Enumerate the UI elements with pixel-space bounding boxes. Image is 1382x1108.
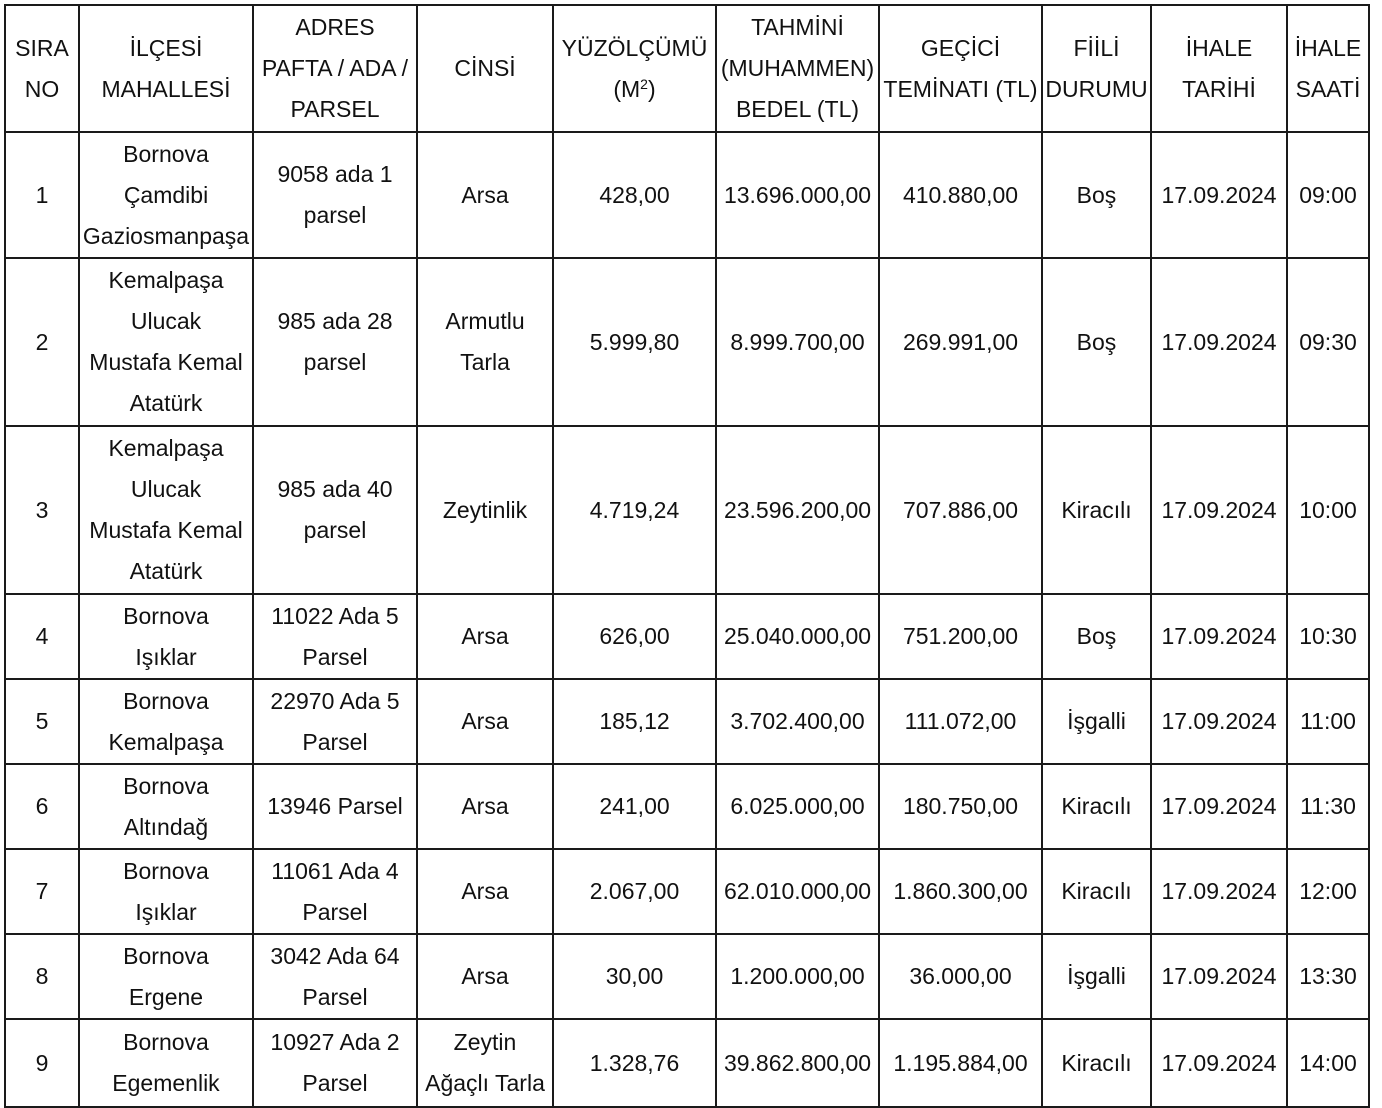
cell-cins: Zeytinlik (417, 426, 553, 594)
cell-durum: Boş (1042, 132, 1151, 258)
cell-no: 1 (5, 132, 79, 258)
cell-ilce: Bornova Işıklar (79, 594, 253, 679)
table-row (5, 426, 1369, 594)
cell-tarih: 17.09.2024 (1151, 426, 1287, 594)
header-yuzolcumu (553, 5, 716, 132)
cell-yuzolcum: 4.719,24 (553, 426, 716, 594)
cell-durum: Kiracılı (1042, 764, 1151, 849)
cell-saat: 09:30 (1287, 258, 1369, 426)
cell-saat: 12:00 (1287, 849, 1369, 934)
cell-adres: 985 ada 28 parsel (253, 258, 417, 426)
cell-adres: 11022 Ada 5 Parsel (253, 594, 417, 679)
cell-cins: Armutlu Tarla (417, 258, 553, 426)
table-row (5, 258, 1369, 426)
cell-cins: Arsa (417, 679, 553, 764)
cell-cins: Arsa (417, 132, 553, 258)
cell-durum: Kiracılı (1042, 849, 1151, 934)
cell-no: 4 (5, 594, 79, 679)
cell-no: 7 (5, 849, 79, 934)
table-row (5, 679, 1369, 764)
cell-ilce: Bornova Altındağ (79, 764, 253, 849)
cell-cins: Arsa (417, 849, 553, 934)
cell-no: 8 (5, 934, 79, 1019)
cell-durum: İşgalli (1042, 934, 1151, 1019)
cell-ilce: Kemalpaşa Ulucak Mustafa Kemal Atatürk (79, 258, 253, 426)
cell-ilce: Bornova Çamdibi Gaziosmanpaşa (79, 132, 253, 258)
cell-cins: Zeytin Ağaçlı Tarla (417, 1019, 553, 1107)
cell-teminat: 410.880,00 (879, 132, 1042, 258)
cell-teminat: 1.195.884,00 (879, 1019, 1042, 1107)
cell-saat: 09:00 (1287, 132, 1369, 258)
cell-bedel: 8.999.700,00 (716, 258, 879, 426)
cell-tarih: 17.09.2024 (1151, 849, 1287, 934)
cell-tarih: 17.09.2024 (1151, 258, 1287, 426)
table-row (5, 132, 1369, 258)
cell-saat: 10:00 (1287, 426, 1369, 594)
cell-cins: Arsa (417, 764, 553, 849)
cell-tarih: 17.09.2024 (1151, 764, 1287, 849)
cell-no: 2 (5, 258, 79, 426)
table-row (5, 1019, 1369, 1107)
cell-adres: 10927 Ada 2 Parsel (253, 1019, 417, 1107)
cell-yuzolcum: 2.067,00 (553, 849, 716, 934)
cell-bedel: 62.010.000,00 (716, 849, 879, 934)
cell-durum: Boş (1042, 258, 1151, 426)
cell-durum: Kiracılı (1042, 1019, 1151, 1107)
cell-yuzolcum: 30,00 (553, 934, 716, 1019)
table-row (5, 594, 1369, 679)
cell-adres: 11061 Ada 4 Parsel (253, 849, 417, 934)
cell-durum: Boş (1042, 594, 1151, 679)
cell-ilce: Bornova Işıklar (79, 849, 253, 934)
cell-bedel: 6.025.000,00 (716, 764, 879, 849)
cell-ilce: Bornova Ergene (79, 934, 253, 1019)
cell-tarih: 17.09.2024 (1151, 1019, 1287, 1107)
cell-adres: 9058 ada 1 parsel (253, 132, 417, 258)
header-gecici-teminat: GEÇİCİ TEMİNATI (TL) (879, 5, 1042, 132)
cell-tarih: 17.09.2024 (1151, 594, 1287, 679)
header-ihale-tarihi: İHALE TARİHİ (1151, 5, 1287, 132)
header-ilce-mahalle: İLÇESİ MAHALLESİ (79, 5, 253, 132)
cell-ilce: Kemalpaşa Ulucak Mustafa Kemal Atatürk (79, 426, 253, 594)
cell-durum: Kiracılı (1042, 426, 1151, 594)
cell-adres: 3042 Ada 64 Parsel (253, 934, 417, 1019)
table-row (5, 764, 1369, 849)
cell-no: 3 (5, 426, 79, 594)
header-cinsi: CİNSİ (417, 5, 553, 132)
header-sira-no: SIRA NO (5, 5, 79, 132)
cell-yuzolcum: 5.999,80 (553, 258, 716, 426)
cell-saat: 10:30 (1287, 594, 1369, 679)
table-row (5, 934, 1369, 1019)
cell-bedel: 1.200.000,00 (716, 934, 879, 1019)
cell-bedel: 3.702.400,00 (716, 679, 879, 764)
cell-bedel: 25.040.000,00 (716, 594, 879, 679)
header-tahmini-bedel: TAHMİNİ (MUHAMMEN) BEDEL (TL) (716, 5, 879, 132)
cell-yuzolcum: 428,00 (553, 132, 716, 258)
cell-teminat: 751.200,00 (879, 594, 1042, 679)
header-yuzolcumu-text: YÜZÖLÇÜMÜ (M (561, 34, 708, 102)
cell-teminat: 111.072,00 (879, 679, 1042, 764)
cell-tarih: 17.09.2024 (1151, 132, 1287, 258)
cell-tarih: 17.09.2024 (1151, 934, 1287, 1019)
header-adres: ADRES PAFTA / ADA / PARSEL (253, 5, 417, 132)
cell-yuzolcum: 185,12 (553, 679, 716, 764)
header-yuzolcumu-sup: 2 (640, 75, 648, 92)
cell-teminat: 1.860.300,00 (879, 849, 1042, 934)
cell-saat: 11:30 (1287, 764, 1369, 849)
cell-bedel: 23.596.200,00 (716, 426, 879, 594)
cell-no: 5 (5, 679, 79, 764)
cell-teminat: 269.991,00 (879, 258, 1042, 426)
cell-adres: 985 ada 40 parsel (253, 426, 417, 594)
header-ihale-saati: İHALE SAATİ (1287, 5, 1369, 132)
cell-yuzolcum: 626,00 (553, 594, 716, 679)
cell-durum: İşgalli (1042, 679, 1151, 764)
cell-bedel: 13.696.000,00 (716, 132, 879, 258)
cell-yuzolcum: 1.328,76 (553, 1019, 716, 1107)
header-yuzolcumu-close: ) (647, 75, 656, 102)
cell-ilce: Bornova Egemenlik (79, 1019, 253, 1107)
cell-saat: 11:00 (1287, 679, 1369, 764)
cell-teminat: 180.750,00 (879, 764, 1042, 849)
cell-ilce: Bornova Kemalpaşa (79, 679, 253, 764)
cell-cins: Arsa (417, 594, 553, 679)
cell-no: 9 (5, 1019, 79, 1107)
table-header-row (5, 5, 1369, 132)
cell-teminat: 36.000,00 (879, 934, 1042, 1019)
table-row (5, 849, 1369, 934)
cell-adres: 22970 Ada 5 Parsel (253, 679, 417, 764)
cell-saat: 14:00 (1287, 1019, 1369, 1107)
cell-saat: 13:30 (1287, 934, 1369, 1019)
header-fiili-durum: FİİLİ DURUMU (1042, 5, 1151, 132)
cell-tarih: 17.09.2024 (1151, 679, 1287, 764)
cell-cins: Arsa (417, 934, 553, 1019)
cell-bedel: 39.862.800,00 (716, 1019, 879, 1107)
cell-teminat: 707.886,00 (879, 426, 1042, 594)
cell-yuzolcum: 241,00 (553, 764, 716, 849)
cell-adres: 13946 Parsel (253, 764, 417, 849)
cell-no: 6 (5, 764, 79, 849)
auction-table (4, 4, 1370, 1108)
